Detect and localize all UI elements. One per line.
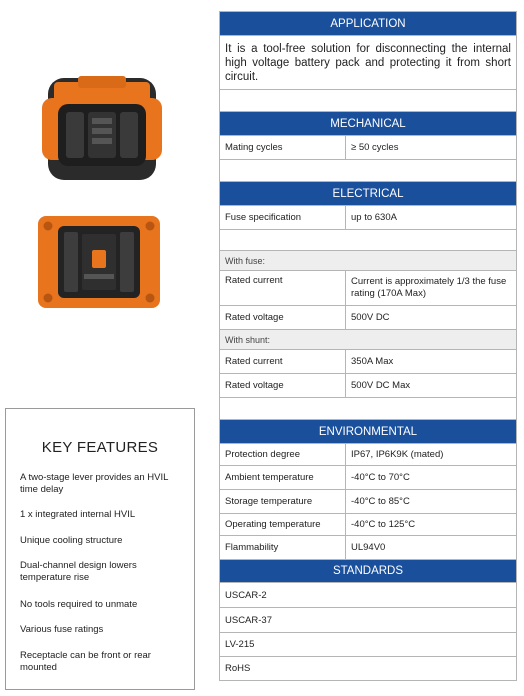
spec-label: Rated voltage [220, 374, 346, 398]
spec-label: Storage temperature [220, 490, 346, 514]
table-row [220, 466, 517, 490]
spec-label: Flammability [220, 536, 346, 560]
feature-item: 1 x integrated internal HVIL [20, 509, 136, 520]
receptacle-connector-image [36, 212, 162, 312]
spec-table [219, 11, 517, 681]
key-features-title: KEY FEATURES [41, 439, 159, 456]
feature-item: Dual-channel design lowers temperature rise [20, 560, 137, 583]
table-row [220, 350, 517, 374]
spec-label: Fuse specification [220, 206, 346, 230]
spec-value: 500V DC [346, 306, 517, 330]
blank-row [220, 230, 517, 251]
mechanical-header: MECHANICAL [220, 112, 517, 136]
feature-item: Unique cooling structure [20, 535, 123, 546]
spec-value: UL94V0 [346, 536, 517, 560]
spec-label: Rated current [220, 350, 346, 374]
table-row [220, 633, 517, 657]
feature-item: Receptacle can be front or rear mounted [20, 650, 151, 673]
table-row [220, 657, 517, 681]
spec-label: Ambient temperature [220, 466, 346, 490]
feature-item: No tools required to unmate [20, 599, 138, 610]
spec-value: up to 630A [346, 206, 517, 230]
table-row [220, 490, 517, 514]
application-header: APPLICATION [220, 12, 517, 36]
spec-value: Current is approximately 1/3 the fuse rating (170A Max) [346, 271, 517, 306]
application-text: It is a tool-free solution for disconnecting the internal high voltage battery pack and protecting it from short circuit. [220, 36, 517, 90]
plug-connector-image [40, 72, 164, 184]
blank-row [220, 160, 517, 182]
table-row [220, 608, 517, 633]
table-row [220, 444, 517, 466]
table-row [220, 136, 517, 160]
mechanical-header-row [220, 112, 517, 136]
table-row [220, 206, 517, 230]
with-fuse-label: With fuse: [220, 251, 517, 271]
feature-item: Various fuse ratings [20, 624, 104, 635]
spec-value: 500V DC Max [346, 374, 517, 398]
standard-item: USCAR-37 [220, 608, 517, 633]
standards-header-row [220, 560, 517, 583]
table-row [220, 306, 517, 330]
spec-value: -40°C to 85°C [346, 490, 517, 514]
standard-item: LV-215 [220, 633, 517, 657]
key-features-box [5, 408, 195, 690]
spec-value: ≥ 50 cycles [346, 136, 517, 160]
spec-label: Mating cycles [220, 136, 346, 160]
environmental-header-row [220, 420, 517, 444]
table-row [220, 536, 517, 560]
environmental-header: ENVIRONMENTAL [220, 420, 517, 444]
spec-value: -40°C to 70°C [346, 466, 517, 490]
with-shunt-label: With shunt: [220, 330, 517, 350]
standard-item: RoHS [220, 657, 517, 681]
electrical-header: ELECTRICAL [220, 182, 517, 206]
spec-value: -40°C to 125°C [346, 514, 517, 536]
spec-value: 350A Max [346, 350, 517, 374]
standards-header: STANDARDS [220, 560, 517, 583]
spec-label: Rated voltage [220, 306, 346, 330]
application-row [220, 36, 517, 90]
spec-label: Protection degree [220, 444, 346, 466]
electrical-header-row [220, 182, 517, 206]
table-row [220, 271, 517, 306]
blank-row [220, 90, 517, 112]
table-row [220, 514, 517, 536]
table-row [220, 374, 517, 398]
blank-row [220, 398, 517, 420]
spec-label: Operating temperature [220, 514, 346, 536]
table-row [220, 583, 517, 608]
with-shunt-row [220, 330, 517, 350]
spec-value: IP67, IP6K9K (mated) [346, 444, 517, 466]
with-fuse-row [220, 251, 517, 271]
feature-item: A two-stage lever provides an HVIL time delay [20, 472, 169, 495]
spec-label: Rated current [220, 271, 346, 306]
standard-item: USCAR-2 [220, 583, 517, 608]
application-header-row [220, 12, 517, 36]
